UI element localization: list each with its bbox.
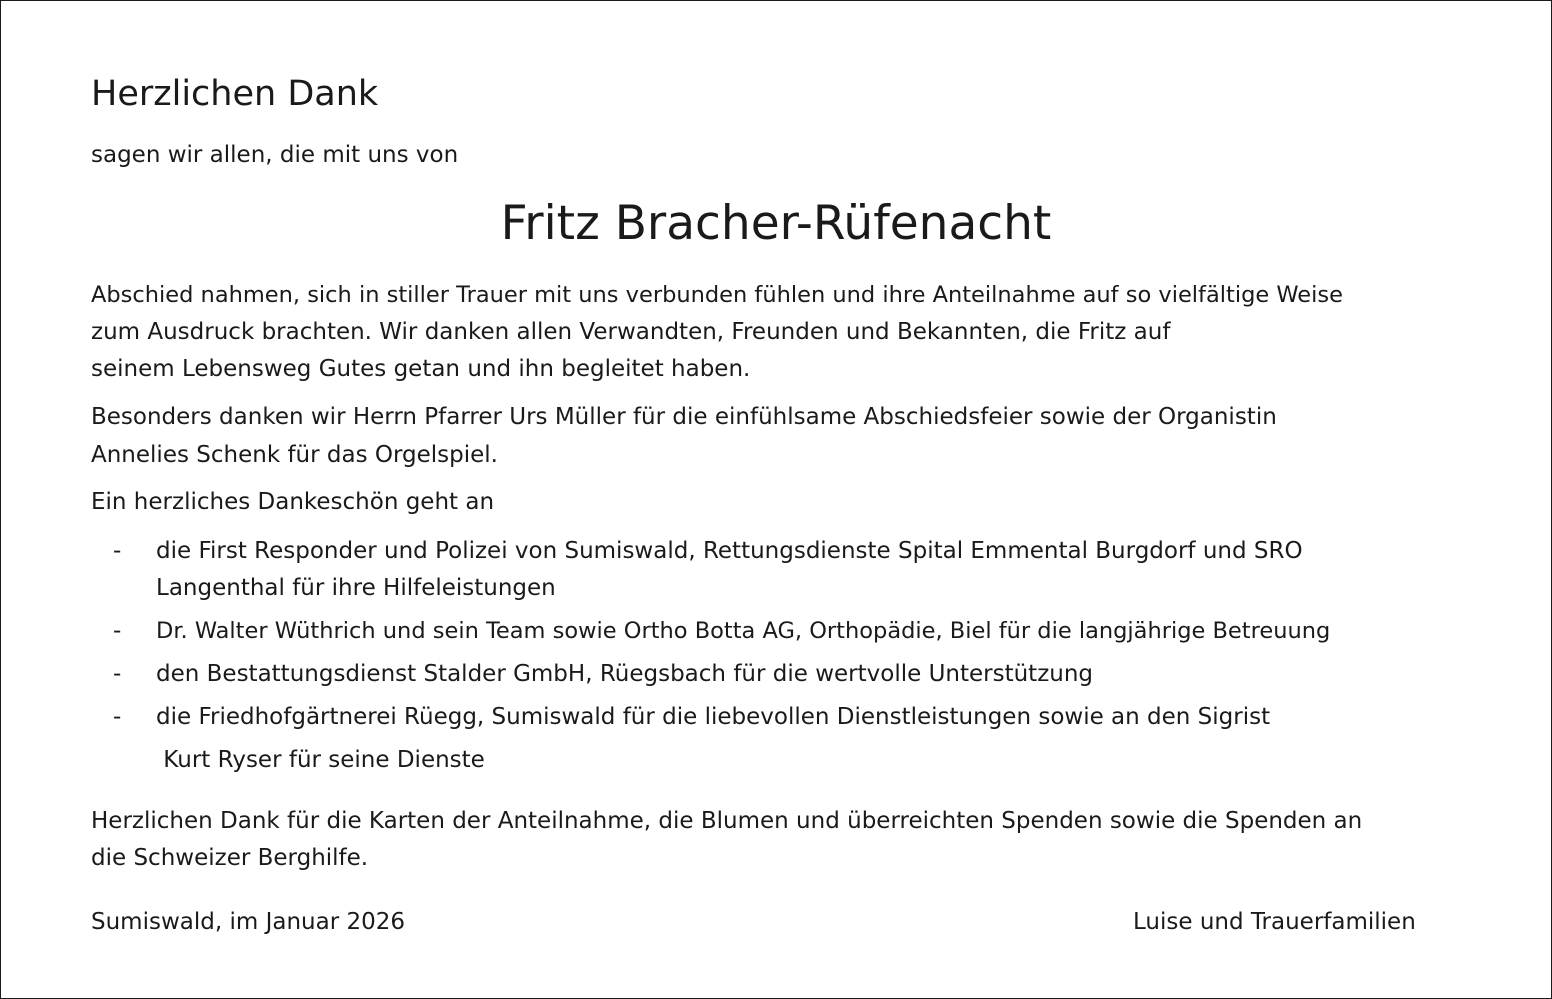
paragraph-3-line: Herzlichen Dank für die Karten der Anteilnahme, die Blumen und überreichten Spenden sowie die Spenden an xyxy=(91,808,1363,834)
paragraph-2-line: Besonders danken wir Herrn Pfarrer Urs Müller für die einfühlsame Abschiedsfeier sowie der Organistin xyxy=(91,404,1277,430)
list-item-line: Langenthal für ihre Hilfeleistungen xyxy=(156,575,556,601)
paragraph-1-line: seinem Lebensweg Gutes getan und ihn begleitet haben. xyxy=(91,356,751,382)
list-item-line: die First Responder und Polizei von Sumiswald, Rettungsdienste Spital Emmental Burgdorf und SRO xyxy=(156,538,1303,564)
paragraph-3-line: die Schweizer Berghilfe. xyxy=(91,845,369,871)
paragraph-2-line: Annelies Schenk für das Orgelspiel. xyxy=(91,442,498,468)
paragraph-1-line: zum Ausdruck brachten. Wir danken allen Verwandten, Freunden und Bekannten, die Fritz auf xyxy=(91,319,1171,345)
list-item-line: den Bestattungsdienst Stalder GmbH, Rüegsbach für die wertvolle Unterstützung xyxy=(156,661,1094,687)
list-bullet: - xyxy=(113,704,122,730)
intro-line: sagen wir allen, die mit uns von xyxy=(91,142,459,168)
list-bullet: - xyxy=(113,661,122,687)
list-item-line: Dr. Walter Wüthrich und sein Team sowie Ortho Botta AG, Orthopädie, Biel für die langjährige Betreuung xyxy=(156,618,1331,644)
list-bullet: - xyxy=(113,538,122,564)
list-intro: Ein herzliches Dankeschön geht an xyxy=(91,489,495,515)
list-bullet: - xyxy=(113,618,122,644)
paragraph-1-line: Abschied nahmen, sich in stiller Trauer mit uns verbunden fühlen und ihre Anteilnahme auf so vielfältige Weise xyxy=(91,282,1343,308)
heading: Herzlichen Dank xyxy=(91,74,379,114)
place-date: Sumiswald, im Januar 2026 xyxy=(91,909,406,935)
list-item-line: Kurt Ryser für seine Dienste xyxy=(156,747,485,773)
deceased-name: Fritz Bracher-Rüfenacht xyxy=(500,196,1052,251)
list-item-line: die Friedhofgärtnerei Rüegg, Sumiswald für die liebevollen Dienstleistungen sowie an den Sigrist xyxy=(156,704,1271,730)
signature: Luise und Trauerfamilien xyxy=(1133,909,1416,935)
